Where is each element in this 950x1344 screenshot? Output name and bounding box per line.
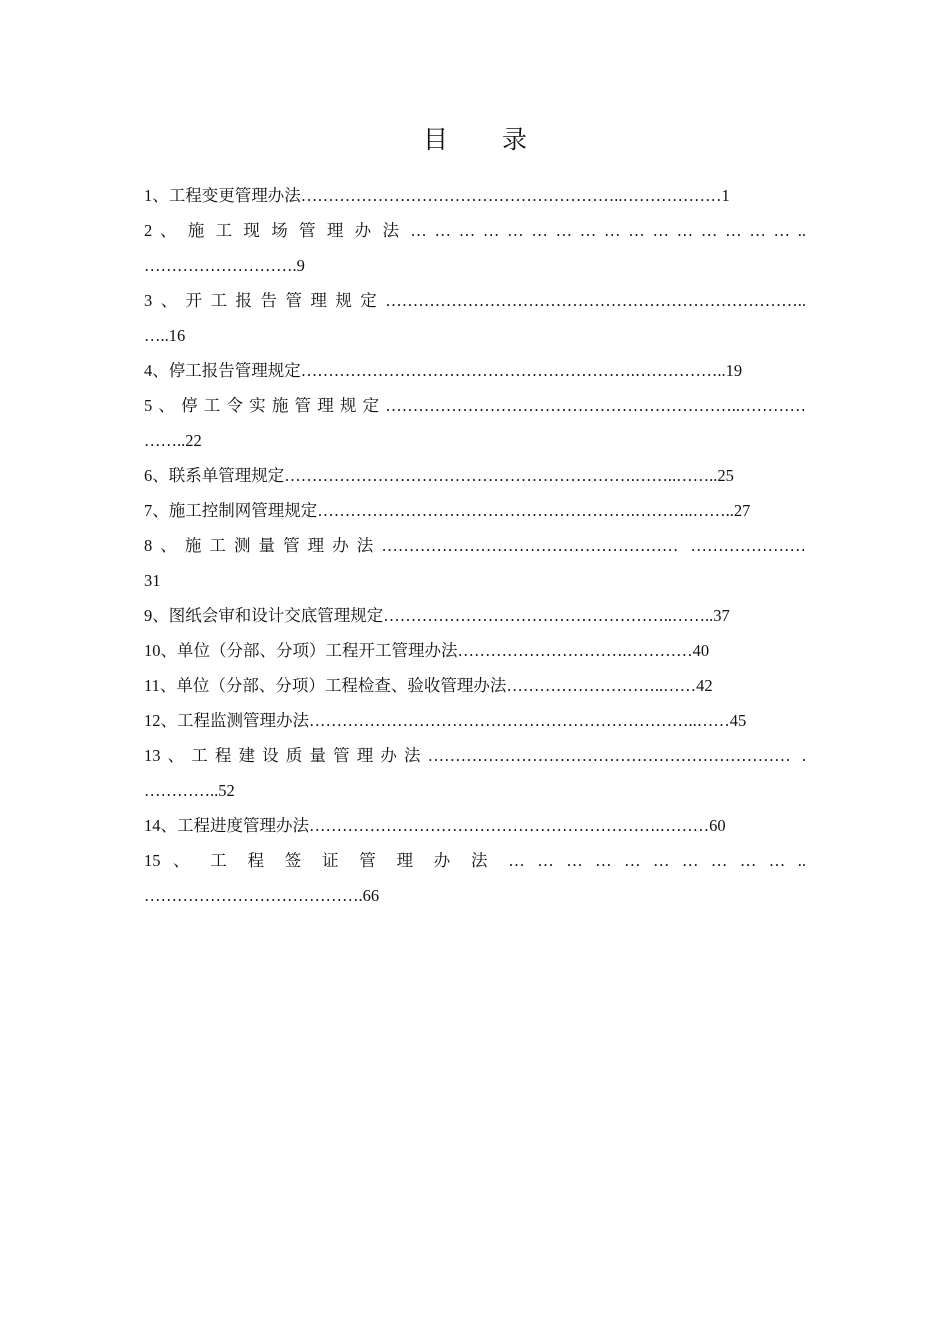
toc-entry-5-continuation[interactable]: ……..22 — [144, 431, 202, 450]
table-of-contents — [144, 178, 806, 913]
toc-entry-15-continuation[interactable]: ………………………………….66 — [144, 886, 380, 905]
toc-entry-13-continuation[interactable]: …………..52 — [144, 781, 235, 800]
toc-entry-8[interactable]: 8、施工测量管理办法……………………………………………… ………………… — [144, 536, 806, 555]
toc-entry-9[interactable]: 9、图纸会审和设计交底管理规定……………………………………………..……..37 — [144, 606, 730, 625]
toc-entry-2[interactable]: 2 、 施 工 现 场 管 理 办 法 … … … … … … … … … … … … … … … … .. — [144, 221, 806, 240]
toc-entry-13[interactable]: 13、工程建设质量管理办法………………………………………………………… . — [144, 746, 806, 765]
toc-entry-7[interactable]: 7、施工控制网管理规定………………………………………………….………..……..27 — [144, 501, 751, 520]
toc-entry-4[interactable]: 4、停工报告管理规定…………………………………………………….……………..19 — [144, 361, 743, 380]
toc-entry-6[interactable]: 6、联系单管理规定……………………………………………………….……..……..25 — [144, 466, 734, 485]
toc-entry-3-continuation[interactable]: …..16 — [144, 326, 186, 345]
toc-entry-14[interactable]: 14、工程进度管理办法……………………………………………………….………60 — [144, 816, 726, 835]
toc-entry-2-continuation[interactable]: ……………………….9 — [144, 256, 305, 275]
title-char-left: 目 — [422, 127, 448, 154]
toc-entry-12[interactable]: 12、工程监测管理办法……………………………………………………………..……45 — [144, 711, 747, 730]
toc-entry-10[interactable]: 10、单位（分部、分项）工程开工管理办法………………………….…………40 — [144, 641, 710, 660]
toc-entry-3[interactable]: 3、开工报告管理规定………………………………………………………………….. — [144, 291, 806, 310]
toc-entry-5[interactable]: 5、停工令实施管理规定………………………………………………………..………… — [144, 396, 806, 415]
page-title — [0, 120, 950, 156]
toc-entry-8-continuation[interactable]: 31 — [144, 571, 161, 590]
toc-entry-11[interactable]: 11、单位（分部、分项）工程检查、验收管理办法………………………..……42 — [144, 676, 713, 695]
toc-entry-15[interactable]: 15 、 工 程 签 证 管 理 办 法 … … … … … … … … … … .. — [144, 851, 806, 870]
title-char-right: 录 — [502, 127, 528, 154]
toc-entry-1[interactable]: 1、工程变更管理办法…………………………………………………..………………1 — [144, 186, 730, 205]
